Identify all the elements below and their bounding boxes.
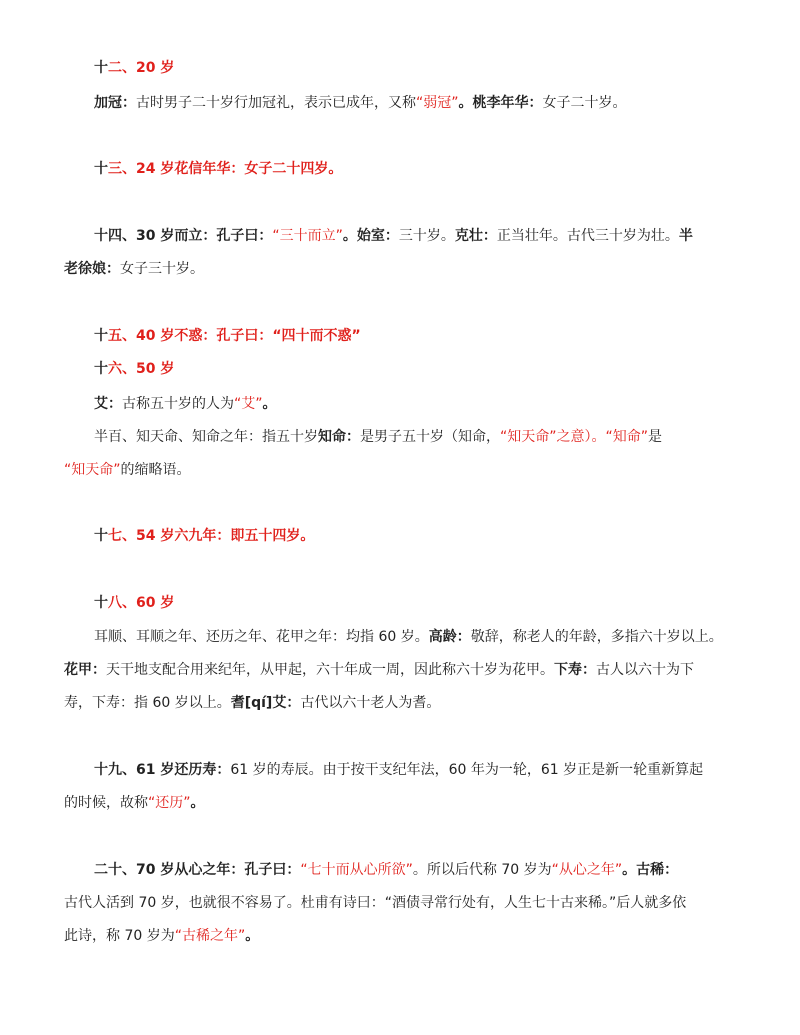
body-text: 女子三十岁。 [120, 261, 204, 277]
highlighted-text: “七十而从心所欲” [300, 862, 413, 878]
body-text: 61 岁的寿辰。由于按干支纪年法，60 年为一轮，61 岁正是新一轮重新算起 [230, 762, 704, 778]
text-line [0, 259, 800, 279]
text-line [0, 893, 800, 913]
body-text: 女子二十岁。 [542, 95, 627, 111]
body-text: 正当壮年。古代三十岁为壮。 [496, 228, 679, 244]
highlighted-text: “还历” [148, 795, 191, 811]
body-text: 的缩略语。 [120, 462, 191, 478]
text-line [0, 627, 800, 647]
highlighted-text: 七、54 岁六九年：即五十四岁。 [108, 528, 315, 544]
text-line [0, 693, 800, 713]
bold-term: 艾： [94, 396, 122, 412]
body-text: 半百、知天命、知命之年：指五十岁 [94, 429, 318, 445]
bold-term: 十 [94, 161, 108, 177]
bold-term: 十四、30 岁而立：孔子曰： [94, 228, 273, 244]
text-line [0, 793, 800, 813]
bold-term: 十 [94, 361, 108, 377]
bold-term: 知命： [318, 429, 360, 445]
highlighted-text: “从心之年” [551, 862, 623, 878]
body-text: 是 [648, 429, 663, 445]
bold-term: 花甲： [64, 662, 106, 678]
text-line [0, 760, 800, 780]
highlighted-text: 三、24 岁花信年华：女子二十四岁。 [108, 161, 343, 177]
body-text: 是男子五十岁（知命， [360, 429, 500, 445]
bold-term: 高龄： [428, 629, 471, 645]
body-text: 耳顺、耳顺之年、还历之年、花甲之年：均指 60 岁。 [94, 629, 429, 645]
highlighted-text: 二、20 岁 [108, 60, 175, 76]
text-line [0, 593, 800, 613]
body-text: 古人以六十为下 [596, 662, 694, 678]
text-line [0, 93, 800, 113]
body-text: 。所以后代称 70 岁为 [412, 862, 552, 878]
bold-term: 十 [94, 595, 108, 611]
text-line [0, 427, 800, 447]
bold-term: 克壮： [454, 228, 497, 244]
bold-term: 二十、70 岁从心之年：孔子曰： [94, 862, 301, 878]
bold-term: 。始室： [342, 228, 399, 244]
body-text: 三十岁。 [398, 228, 455, 244]
highlighted-text: “艾” [234, 396, 263, 412]
bold-term: 加冠： [94, 95, 136, 111]
text-line [0, 326, 800, 346]
text-line [0, 159, 800, 179]
bold-term: 十 [94, 528, 108, 544]
bold-term: 十 [94, 328, 108, 344]
bold-term: 。 [245, 928, 260, 944]
highlighted-text: “知命” [605, 429, 649, 445]
body-text: 此诗，称 70 岁为 [64, 928, 175, 944]
body-text: 古时男子二十岁行加冠礼，表示已成年，又称 [136, 95, 416, 111]
bold-term: 下寿： [554, 662, 596, 678]
highlighted-text: “弱冠” [416, 95, 459, 111]
text-line [0, 660, 800, 680]
body-text: 的时候，故称 [64, 795, 148, 811]
text-line [0, 394, 800, 414]
body-text: 寿，下寿：指 60 岁以上。 [64, 695, 231, 711]
body-text: 古称五十岁的人为 [122, 396, 234, 412]
bold-term: 耆[qí]艾： [230, 695, 301, 711]
bold-term: 老徐娘： [64, 261, 120, 277]
body-text: 古代人活到 70 岁，也就很不容易了。杜甫有诗曰：“酒债寻常行处有，人生七十古来稀。”后人就多依 [64, 895, 687, 911]
text-line [0, 526, 800, 546]
bold-term: 。 [190, 795, 205, 811]
bold-term: 半 [678, 228, 693, 244]
highlighted-text: “三十而立” [272, 228, 343, 244]
bold-term: 十 [94, 60, 108, 76]
bold-term: 十九、61 岁还历寿： [94, 762, 231, 778]
text-line [0, 926, 800, 946]
text-line [0, 460, 800, 480]
text-line [0, 226, 800, 246]
highlighted-text: “知天命”之意）。 [500, 429, 606, 445]
highlighted-text: “知天命” [64, 462, 121, 478]
highlighted-text: 六、50 岁 [108, 361, 175, 377]
bold-term: 。 [262, 396, 277, 412]
body-text: 古代以六十老人为耆。 [300, 695, 441, 711]
bold-term: 桃李年华： [472, 95, 543, 111]
text-line [0, 359, 800, 379]
body-text: 敬辞，称老人的年龄，多指六十岁以上。 [470, 629, 723, 645]
highlighted-text: “古稀之年” [174, 928, 246, 944]
text-line [0, 860, 800, 880]
bold-term: 。古稀： [622, 862, 679, 878]
bold-term: 。 [458, 95, 473, 111]
text-line [0, 58, 800, 78]
highlighted-text: 八、60 岁 [108, 595, 175, 611]
body-text: 天干地支配合用来纪年，从甲起，六十年成一周，因此称六十岁为花甲。 [106, 662, 554, 678]
highlighted-text: 五、40 岁不惑：孔子曰：“四十而不惑” [108, 328, 361, 344]
